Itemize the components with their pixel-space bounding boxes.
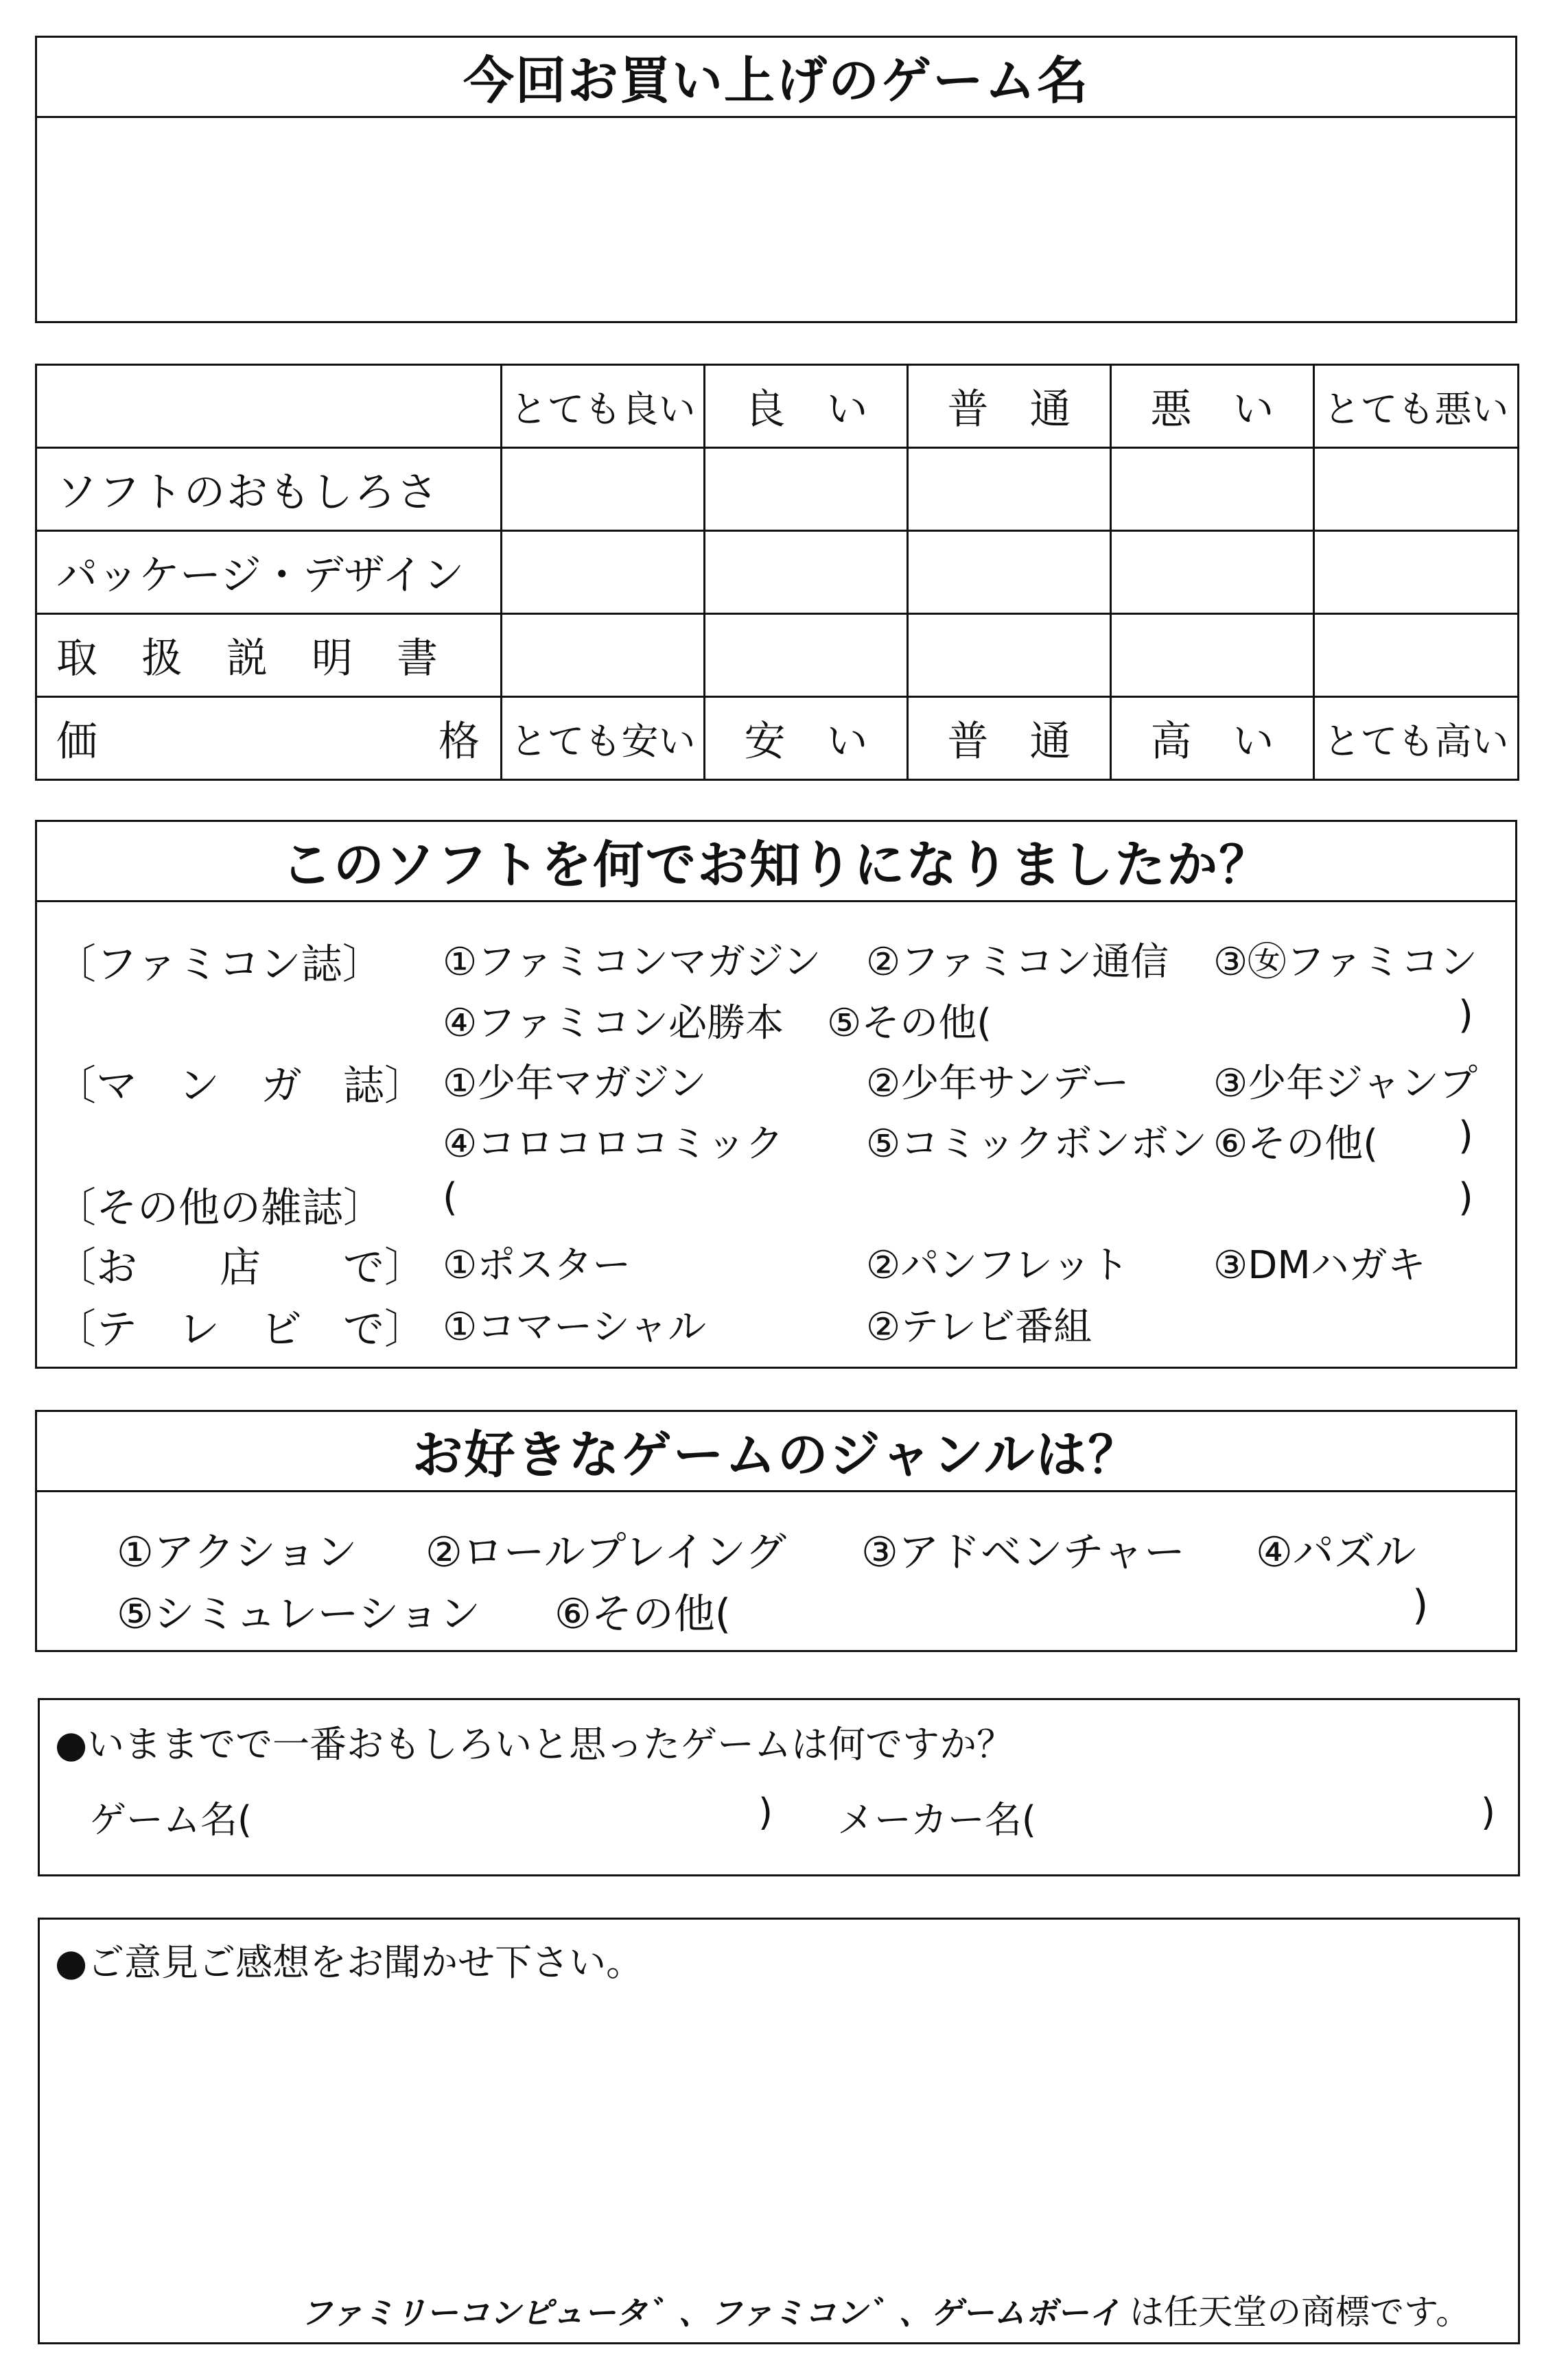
favorite-maker-label[interactable]: メーカー名( — [837, 1798, 1036, 1841]
category-tv: 〔テ レ ビ で〕 — [55, 1306, 425, 1354]
option-dm-postcard[interactable]: ③DMハガキ — [1213, 1243, 1426, 1288]
trademark-notice — [301, 2285, 1470, 2334]
rating-cell[interactable] — [502, 614, 705, 697]
col-bad: 悪 い — [1111, 365, 1314, 448]
rating-cell[interactable] — [705, 448, 908, 531]
rating-cell[interactable] — [502, 531, 705, 614]
option-famicom-other[interactable]: ⑤その他( — [827, 1001, 992, 1046]
option-famicom-hisshobon[interactable]: ④ファミコン必勝本 — [443, 1001, 784, 1046]
option-shonen-jump[interactable]: ③少年ジャンプ — [1213, 1061, 1478, 1106]
category-famicom-mag: 〔ファミコン誌〕 — [55, 941, 384, 989]
genre-rpg[interactable]: ②ロールプレイング — [425, 1529, 786, 1577]
option-commercial[interactable]: ①コマーシャル — [443, 1305, 706, 1350]
rating-cell[interactable] — [908, 531, 1111, 614]
price-expensive[interactable]: 高 い — [1111, 697, 1314, 780]
price-average[interactable]: 普 通 — [908, 697, 1111, 780]
col-average: 普 通 — [908, 365, 1111, 448]
source-title: このソフトを何でお知りになりましたか？ — [37, 822, 1515, 902]
rating-cell[interactable] — [1111, 531, 1314, 614]
rating-cell[interactable] — [908, 448, 1111, 531]
game-name-field[interactable] — [37, 118, 1515, 321]
genre-puzzle[interactable]: ④パズル — [1256, 1529, 1416, 1577]
purchase-title: 今回お買い上げのゲーム名 — [37, 38, 1515, 118]
row-label-price — [36, 697, 502, 780]
option-famicom-magazine[interactable]: ①ファミコンマガジン — [443, 940, 821, 985]
rating-cell[interactable] — [705, 614, 908, 697]
category-manga-mag: 〔マ ン ガ 誌〕 — [55, 1062, 425, 1110]
rating-row-price — [36, 697, 1519, 780]
row-label-fun: ソフトのおもしろさ — [36, 448, 502, 531]
option-shonen-sunday[interactable]: ②少年サンデー — [866, 1061, 1130, 1106]
option-poster[interactable]: ①ポスター — [443, 1243, 631, 1288]
other-mag-close: ) — [1458, 1175, 1473, 1220]
price-label-right: 格 — [439, 718, 481, 766]
comments-prompt: ●ご意見ご感想をお聞かせ下さい。 — [55, 1941, 644, 1984]
row-label-manual: 取 扱 説 明 書 — [36, 614, 502, 697]
rating-cell[interactable] — [908, 614, 1111, 697]
favorite-game-close: ) — [758, 1791, 773, 1834]
col-good: 良 い — [705, 365, 908, 448]
price-cheap[interactable]: 安 い — [705, 697, 908, 780]
rating-header-row — [36, 365, 1519, 448]
genre-other-close: ) — [1412, 1581, 1429, 1629]
other-mag-open[interactable]: ( — [443, 1175, 458, 1220]
rating-table — [35, 364, 1519, 781]
option-korokoro-comic[interactable]: ④コロコロコミック — [443, 1122, 784, 1166]
rating-cell[interactable] — [502, 448, 705, 531]
option-pamphlet[interactable]: ②パンフレット — [866, 1243, 1130, 1288]
genre-simulation[interactable]: ⑤シミュレーション — [117, 1590, 481, 1638]
row-label-package: パッケージ・デザイン — [36, 531, 502, 614]
rating-cell[interactable] — [1314, 531, 1519, 614]
price-very-expensive[interactable]: とても高い — [1314, 697, 1519, 780]
rating-row-fun — [36, 448, 1519, 531]
genre-title: お好きなゲームのジャンルは？ — [37, 1412, 1515, 1492]
genre-action[interactable]: ①アクション — [117, 1529, 358, 1577]
favorite-game-label[interactable]: ゲーム名( — [89, 1798, 253, 1841]
price-very-cheap[interactable]: とても安い — [502, 697, 705, 780]
category-store: 〔お 店 で〕 — [55, 1244, 425, 1292]
rating-cell[interactable] — [1111, 448, 1314, 531]
option-manga-other[interactable]: ⑥その他( — [1213, 1122, 1379, 1166]
category-other-mag: 〔その他の雑誌〕 — [55, 1184, 384, 1232]
price-label-left: 価 — [56, 718, 99, 766]
favorite-question: ●いままでで一番おもしろいと思ったゲームは何ですか？ — [55, 1723, 1014, 1766]
manga-other-close: ) — [1458, 1114, 1473, 1158]
rating-row-package — [36, 531, 1519, 614]
col-very-good: とても良い — [502, 365, 705, 448]
genre-other[interactable]: ⑥その他( — [554, 1590, 732, 1638]
purchase-section — [35, 36, 1517, 323]
trademark-suffix: は任天堂の商標です。 — [1130, 2292, 1471, 2332]
rating-cell[interactable] — [705, 531, 908, 614]
option-shonen-magazine[interactable]: ①少年マガジン — [443, 1061, 707, 1106]
rating-cell[interactable] — [1111, 614, 1314, 697]
famicom-other-close: ) — [1458, 993, 1473, 1037]
option-tv-program[interactable]: ②テレビ番組 — [866, 1305, 1092, 1350]
genre-adventure[interactable]: ③アドベンチャー — [861, 1529, 1185, 1577]
rating-cell[interactable] — [1314, 614, 1519, 697]
trademark-brands: ファミリーコンピュータ゛、ファミコン゛、ゲームボーイ — [301, 2294, 1121, 2331]
rating-corner-cell — [36, 365, 502, 448]
col-very-bad: とても悪い — [1314, 365, 1519, 448]
rating-row-manual — [36, 614, 1519, 697]
option-famicom-tsushin[interactable]: ②ファミコン通信 — [866, 940, 1169, 985]
option-comic-bonbon[interactable]: ⑤コミックボンボン — [866, 1122, 1208, 1166]
rating-cell[interactable] — [1314, 448, 1519, 531]
favorite-maker-close: ) — [1481, 1791, 1496, 1834]
option-maru-famicom[interactable]: ③㊛ファミコン — [1213, 940, 1478, 985]
